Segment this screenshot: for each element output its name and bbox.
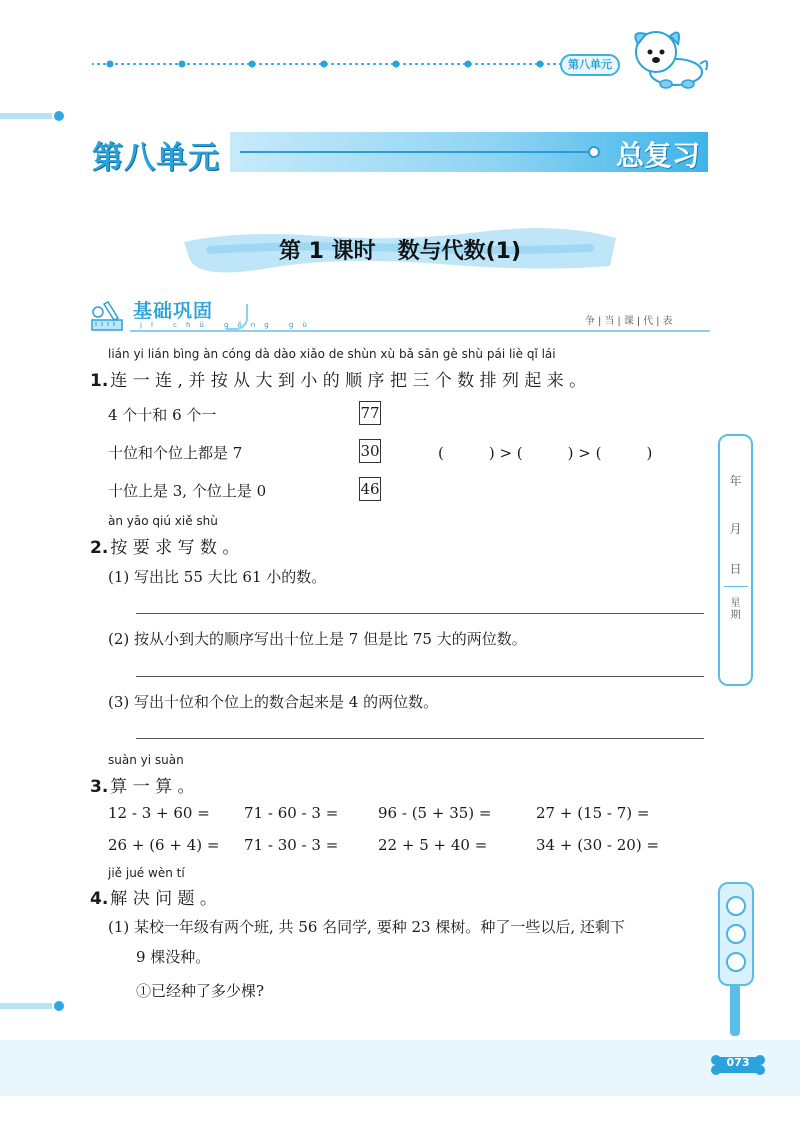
unit-badge: 第八单元 (560, 54, 620, 76)
traffic-light-icon (718, 882, 754, 986)
q1-number: 1. (90, 371, 109, 391)
q2-part-3: (3) 写出十位和个位上的数合起来是 4 的两位数。 (108, 693, 439, 711)
q1-number-box[interactable]: 30 (359, 439, 381, 463)
q1-compare-blanks[interactable]: ( ) > ( ) > ( ) (438, 444, 653, 462)
date-month-label: 月 (729, 522, 742, 536)
calc-expression: 12 - 3 + 60 = (108, 804, 210, 822)
footer-band (0, 1040, 800, 1096)
q4-sub-question-1: ①已经种了多少棵? (136, 982, 265, 1000)
pencil-ruler-icon (88, 298, 132, 334)
q4-text: 解 决 问 题 。 (110, 889, 217, 909)
calc-expression: 71 - 30 - 3 = (244, 836, 339, 854)
left-decor-line-top (0, 113, 62, 119)
q1-number-box[interactable]: 46 (359, 477, 381, 501)
lamp-circle[interactable] (726, 924, 746, 944)
q4-part-1-line-2: 9 棵没种。 (136, 948, 211, 966)
q1-item-desc: 十位上是 3, 个位上是 0 (108, 482, 267, 500)
lesson-title: 第 1 课时 数与代数(1) (278, 239, 522, 264)
q2-text: 按 要 求 写 数 。 (110, 538, 240, 558)
date-weekday-label-2: 期 (730, 610, 741, 621)
calc-expression: 34 + (30 - 20) = (536, 836, 660, 854)
answer-line[interactable] (136, 613, 704, 614)
answer-line[interactable] (136, 738, 704, 739)
q3-heading (90, 772, 195, 797)
date-panel (718, 434, 753, 686)
q2-heading (90, 533, 239, 558)
unit-title: 第八单元 (92, 140, 220, 176)
calc-expression: 22 + 5 + 40 = (378, 836, 488, 854)
review-label: 总复习 (615, 139, 700, 172)
page-number: 073 (726, 1056, 750, 1069)
q4-number: 4. (90, 889, 109, 909)
section-rule (130, 330, 710, 332)
q3-number: 3. (90, 777, 109, 797)
title-bar (230, 132, 708, 172)
q3-text: 算 一 算 。 (110, 777, 195, 797)
calc-expression: 96 - (5 + 35) = (378, 804, 492, 822)
q1-text: 连 一 连 , 并 按 从 大 到 小 的 顺 序 把 三 个 数 排 列 起 来 。 (110, 371, 587, 391)
q2-part-2: (2) 按从小到大的顺序写出十位上是 7 但是比 75 大的两位数。 (108, 630, 527, 648)
q2-number: 2. (90, 538, 109, 558)
q4-pinyin: jiě jué wèn tí (108, 866, 185, 880)
q2-pinyin: àn yāo qiú xiě shù (108, 514, 218, 528)
traffic-light-pole (730, 986, 740, 1036)
date-year-label: 年 (729, 474, 742, 488)
lamp-circle[interactable] (726, 952, 746, 972)
puppy-mascot-icon (626, 22, 710, 94)
section-title-underline (226, 304, 248, 330)
section-title: 基础巩固 (133, 300, 214, 322)
q1-item-desc: 4 个十和 6 个一 (108, 406, 217, 424)
q4-heading (90, 884, 217, 909)
q1-pinyin: lián yi lián bìng àn cóng dà dào xiǎo de shùn xù bǎ sān gè shù pái liè qǐ lái (108, 347, 556, 361)
q3-pinyin: suàn yi suàn (108, 753, 184, 767)
calc-expression: 27 + (15 - 7) = (536, 804, 650, 822)
answer-line[interactable] (136, 676, 704, 677)
top-dotted-line (92, 56, 562, 72)
lamp-circle[interactable] (726, 896, 746, 916)
q4-part-1-line-1: (1) 某校一年级有两个班, 共 56 名同学, 要种 23 棵树。种了一些以后, 还剩下 (108, 918, 625, 936)
section-pinyin: jī chǔ gǒng gù (140, 321, 316, 329)
calc-expression: 26 + (6 + 4) = (108, 836, 220, 854)
date-day-label: 日 (729, 562, 742, 576)
calc-expression: 71 - 60 - 3 = (244, 804, 339, 822)
left-decor-line-bottom (0, 1003, 62, 1009)
q1-number-box[interactable]: 77 (359, 401, 381, 425)
q1-heading (90, 366, 586, 391)
slogan: 争|当|课|代|表 (585, 316, 676, 327)
q2-part-1: (1) 写出比 55 大比 61 小的数。 (108, 568, 327, 586)
q1-item-desc: 十位和个位上都是 7 (108, 444, 243, 462)
date-weekday-label-1: 星 (730, 598, 741, 609)
